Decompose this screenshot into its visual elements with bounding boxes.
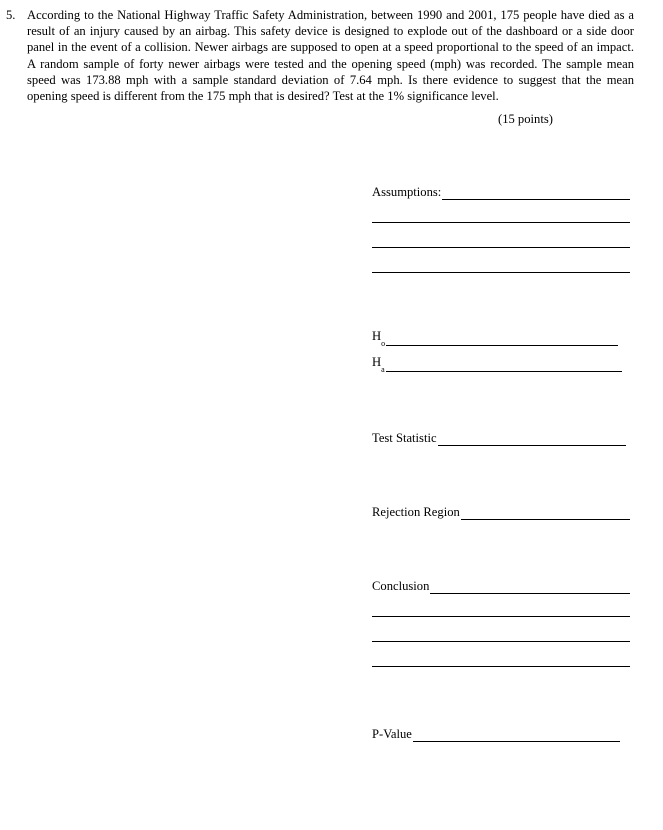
problem-text: According to the National Highway Traffic Safety Administration, between 1990 and 2001, 175 people have died as a result of an injury caused by an airbag. This safety device is designed to explode out of the dashboard or a side door panel in the event of a collision. Newer airbags are supposed to open at a speed proportional to the speed of an impact. A random sample of forty newer airbags were tested and the opening speed (mph) was recorded. The sample mean speed was 173.88 mph with a sample standard deviation of 7.64 mph. Is there evidence to suggest that the mean opening speed is different from the 175 mph that is desired? Test at the 1% significance level. bbox=[27, 8, 634, 104]
assumptions-blank-2[interactable] bbox=[372, 222, 630, 223]
test-statistic-label: Test Statistic bbox=[372, 431, 437, 445]
conclusion-blank-2[interactable] bbox=[372, 616, 630, 617]
p-value-label: P-Value bbox=[372, 727, 412, 741]
test-statistic-row bbox=[372, 430, 626, 446]
alternative-hypothesis-blank[interactable] bbox=[386, 359, 622, 372]
assumptions-blank-4[interactable] bbox=[372, 272, 630, 273]
alternative-hypothesis-label: $H_a$ bbox=[372, 355, 385, 374]
assumptions-row bbox=[372, 184, 630, 200]
assumptions-blank-3[interactable] bbox=[372, 247, 630, 248]
rejection-region-blank[interactable] bbox=[461, 507, 630, 520]
problem-number: 5. bbox=[6, 8, 16, 22]
null-hypothesis-blank[interactable] bbox=[386, 333, 618, 346]
p-value-blank[interactable] bbox=[413, 729, 620, 742]
conclusion-label: Conclusion bbox=[372, 579, 430, 593]
null-hypothesis-label: $H_o$ bbox=[372, 329, 386, 348]
p-value-row bbox=[372, 726, 620, 742]
points-label: (15 points) bbox=[498, 112, 553, 126]
conclusion-row bbox=[372, 578, 630, 594]
rejection-region-label: Rejection Region bbox=[372, 505, 460, 519]
null-hypothesis-row bbox=[372, 330, 618, 346]
test-statistic-blank[interactable] bbox=[438, 433, 626, 446]
assumptions-blank[interactable] bbox=[442, 187, 630, 200]
alternative-hypothesis-row bbox=[372, 356, 622, 372]
rejection-region-row bbox=[372, 504, 630, 520]
conclusion-blank[interactable] bbox=[430, 581, 630, 594]
conclusion-blank-3[interactable] bbox=[372, 641, 630, 642]
assumptions-label: Assumptions: bbox=[372, 185, 442, 199]
problem-statement bbox=[6, 7, 634, 104]
conclusion-blank-4[interactable] bbox=[372, 666, 630, 667]
